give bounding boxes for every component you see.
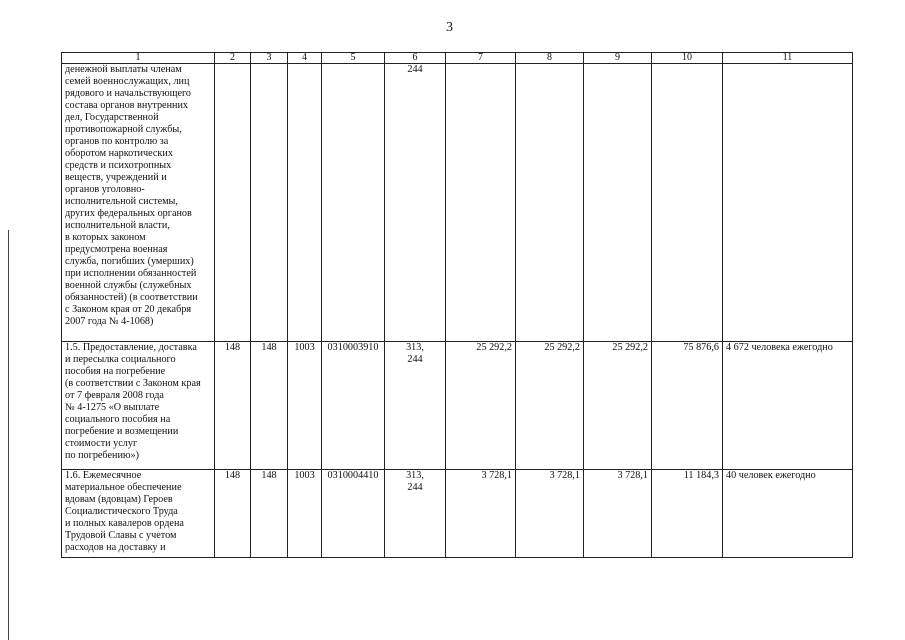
budget-table	[61, 52, 853, 558]
cell-col6: 313, 244	[385, 470, 446, 558]
table-header-row	[62, 53, 853, 64]
cell-col11: 40 человек ежегодно	[723, 470, 853, 558]
cell-col9	[584, 64, 652, 342]
cell-col7	[446, 64, 516, 342]
cell-col8	[516, 64, 584, 342]
page-number: 3	[446, 20, 453, 35]
cell-col4	[288, 64, 322, 342]
cell-col5	[322, 64, 385, 342]
col-header-2: 2	[215, 53, 251, 64]
cell-col4: 1003	[288, 470, 322, 558]
cell-col10	[652, 64, 723, 342]
col-header-8: 8	[516, 53, 584, 64]
cell-col4: 1003	[288, 342, 322, 470]
cell-col2	[215, 64, 251, 342]
cell-col11	[723, 64, 853, 342]
cell-col6: 244	[385, 64, 446, 342]
table-row	[62, 342, 853, 470]
col-header-1: 1	[62, 53, 215, 64]
table-row	[62, 64, 853, 342]
col-header-10: 10	[652, 53, 723, 64]
row-description: денежной выплаты членам семей военнослужащих, лиц рядового и начальствующего состава органов внутренних дел, Государственной противопожарной службы, органов по контролю за оборотом наркотических средств и психотропных веществ, учреждений и органов уголовно- исполнительной системы, других федеральных органов исполнительной власти, в которых законом предусмотрена военная служба, погибших (умерших) при исполнении обязанностей военной службы (служебных обязанностей) (в соответствии с Законом края от 20 декабря 2007 года № 4-1068)	[62, 64, 215, 342]
col-header-6: 6	[385, 53, 446, 64]
cell-col10: 11 184,3	[652, 470, 723, 558]
cell-col2: 148	[215, 342, 251, 470]
col-header-7: 7	[446, 53, 516, 64]
cell-col8: 3 728,1	[516, 470, 584, 558]
col-header-11: 11	[723, 53, 853, 64]
cell-col6: 313, 244	[385, 342, 446, 470]
col-header-9: 9	[584, 53, 652, 64]
cell-col9: 25 292,2	[584, 342, 652, 470]
row-description: 1.6. Ежемесячное материальное обеспечение вдовам (вдовцам) Героев Социалистического Труда и полных кавалеров ордена Трудовой Славы с учетом расходов на доставку и	[62, 470, 215, 558]
cell-col10: 75 876,6	[652, 342, 723, 470]
cell-col7: 25 292,2	[446, 342, 516, 470]
scan-edge-line	[8, 230, 9, 640]
cell-col3	[251, 64, 288, 342]
cell-col9: 3 728,1	[584, 470, 652, 558]
col-header-5: 5	[322, 53, 385, 64]
cell-col3: 148	[251, 470, 288, 558]
cell-col2: 148	[215, 470, 251, 558]
col-header-3: 3	[251, 53, 288, 64]
cell-col8: 25 292,2	[516, 342, 584, 470]
cell-col5: 0310004410	[322, 470, 385, 558]
cell-col5: 0310003910	[322, 342, 385, 470]
col-header-4: 4	[288, 53, 322, 64]
row-description: 1.5. Предоставление, доставка и пересылка социального пособия на погребение (в соответствии с Законом края от 7 февраля 2008 года № 4-1275 «О выплате социального пособия на погребение и возмещении стоимости услуг по погребению»)	[62, 342, 215, 470]
cell-col7: 3 728,1	[446, 470, 516, 558]
table-row	[62, 470, 853, 558]
cell-col3: 148	[251, 342, 288, 470]
cell-col11: 4 672 человека ежегодно	[723, 342, 853, 470]
